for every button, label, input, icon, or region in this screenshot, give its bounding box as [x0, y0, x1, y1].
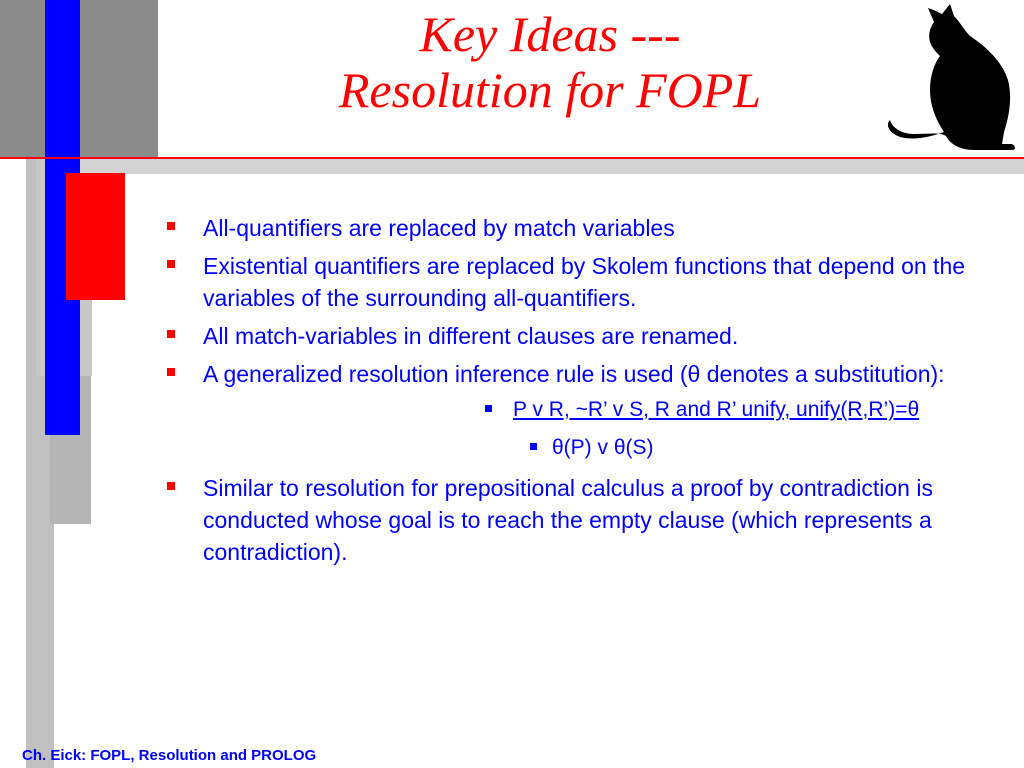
- bullet-list: [165, 212, 995, 574]
- sub-bullet-text: P v R, ~R’ v S, R and R’ unify, unify(R,R’)=θ: [513, 398, 920, 421]
- bullet-text: All match-variables in different clauses are renamed.: [203, 323, 739, 349]
- list-item: [165, 472, 995, 568]
- bullet-text: All-quantifiers are replaced by match variables: [203, 215, 675, 241]
- bullet-text: Similar to resolution for prepositional calculus a proof by contradiction is conducted whose goal is to reach the empty clause (which represents a contradiction).: [203, 475, 933, 565]
- title-line-2: Resolution for FOPL: [338, 62, 762, 118]
- list-item: [165, 358, 995, 390]
- list-item: [165, 212, 995, 244]
- bullet-marker: [167, 368, 175, 376]
- decor-red-block: [66, 173, 125, 300]
- sub-bullet-text: θ(P) v θ(S): [552, 436, 654, 459]
- sub-list-item: [330, 396, 995, 424]
- sub-bullet-marker: [530, 443, 537, 450]
- cat-icon: [884, 2, 1022, 156]
- list-item: [165, 320, 995, 352]
- sub-bullet-marker: [485, 405, 492, 412]
- decor-red-line: [0, 157, 1024, 159]
- bullet-text: Existential quantifiers are replaced by Skolem functions that depend on the variables of the surrounding all-quantifiers.: [203, 253, 966, 311]
- list-item: [165, 250, 995, 314]
- bullet-marker: [167, 260, 175, 268]
- bullet-marker: [167, 330, 175, 338]
- slide-title: [240, 6, 860, 118]
- footer-text: Ch. Eick: FOPL, Resolution and PROLOG: [22, 747, 317, 764]
- sub-list-item: [530, 434, 995, 462]
- bullet-marker: [167, 222, 175, 230]
- title-line-1: Key Ideas ---: [419, 6, 681, 62]
- bullet-marker: [167, 482, 175, 490]
- bullet-text: A generalized resolution inference rule is used (θ denotes a substitution):: [203, 361, 945, 387]
- decor-gray-tab: [56, 158, 1024, 174]
